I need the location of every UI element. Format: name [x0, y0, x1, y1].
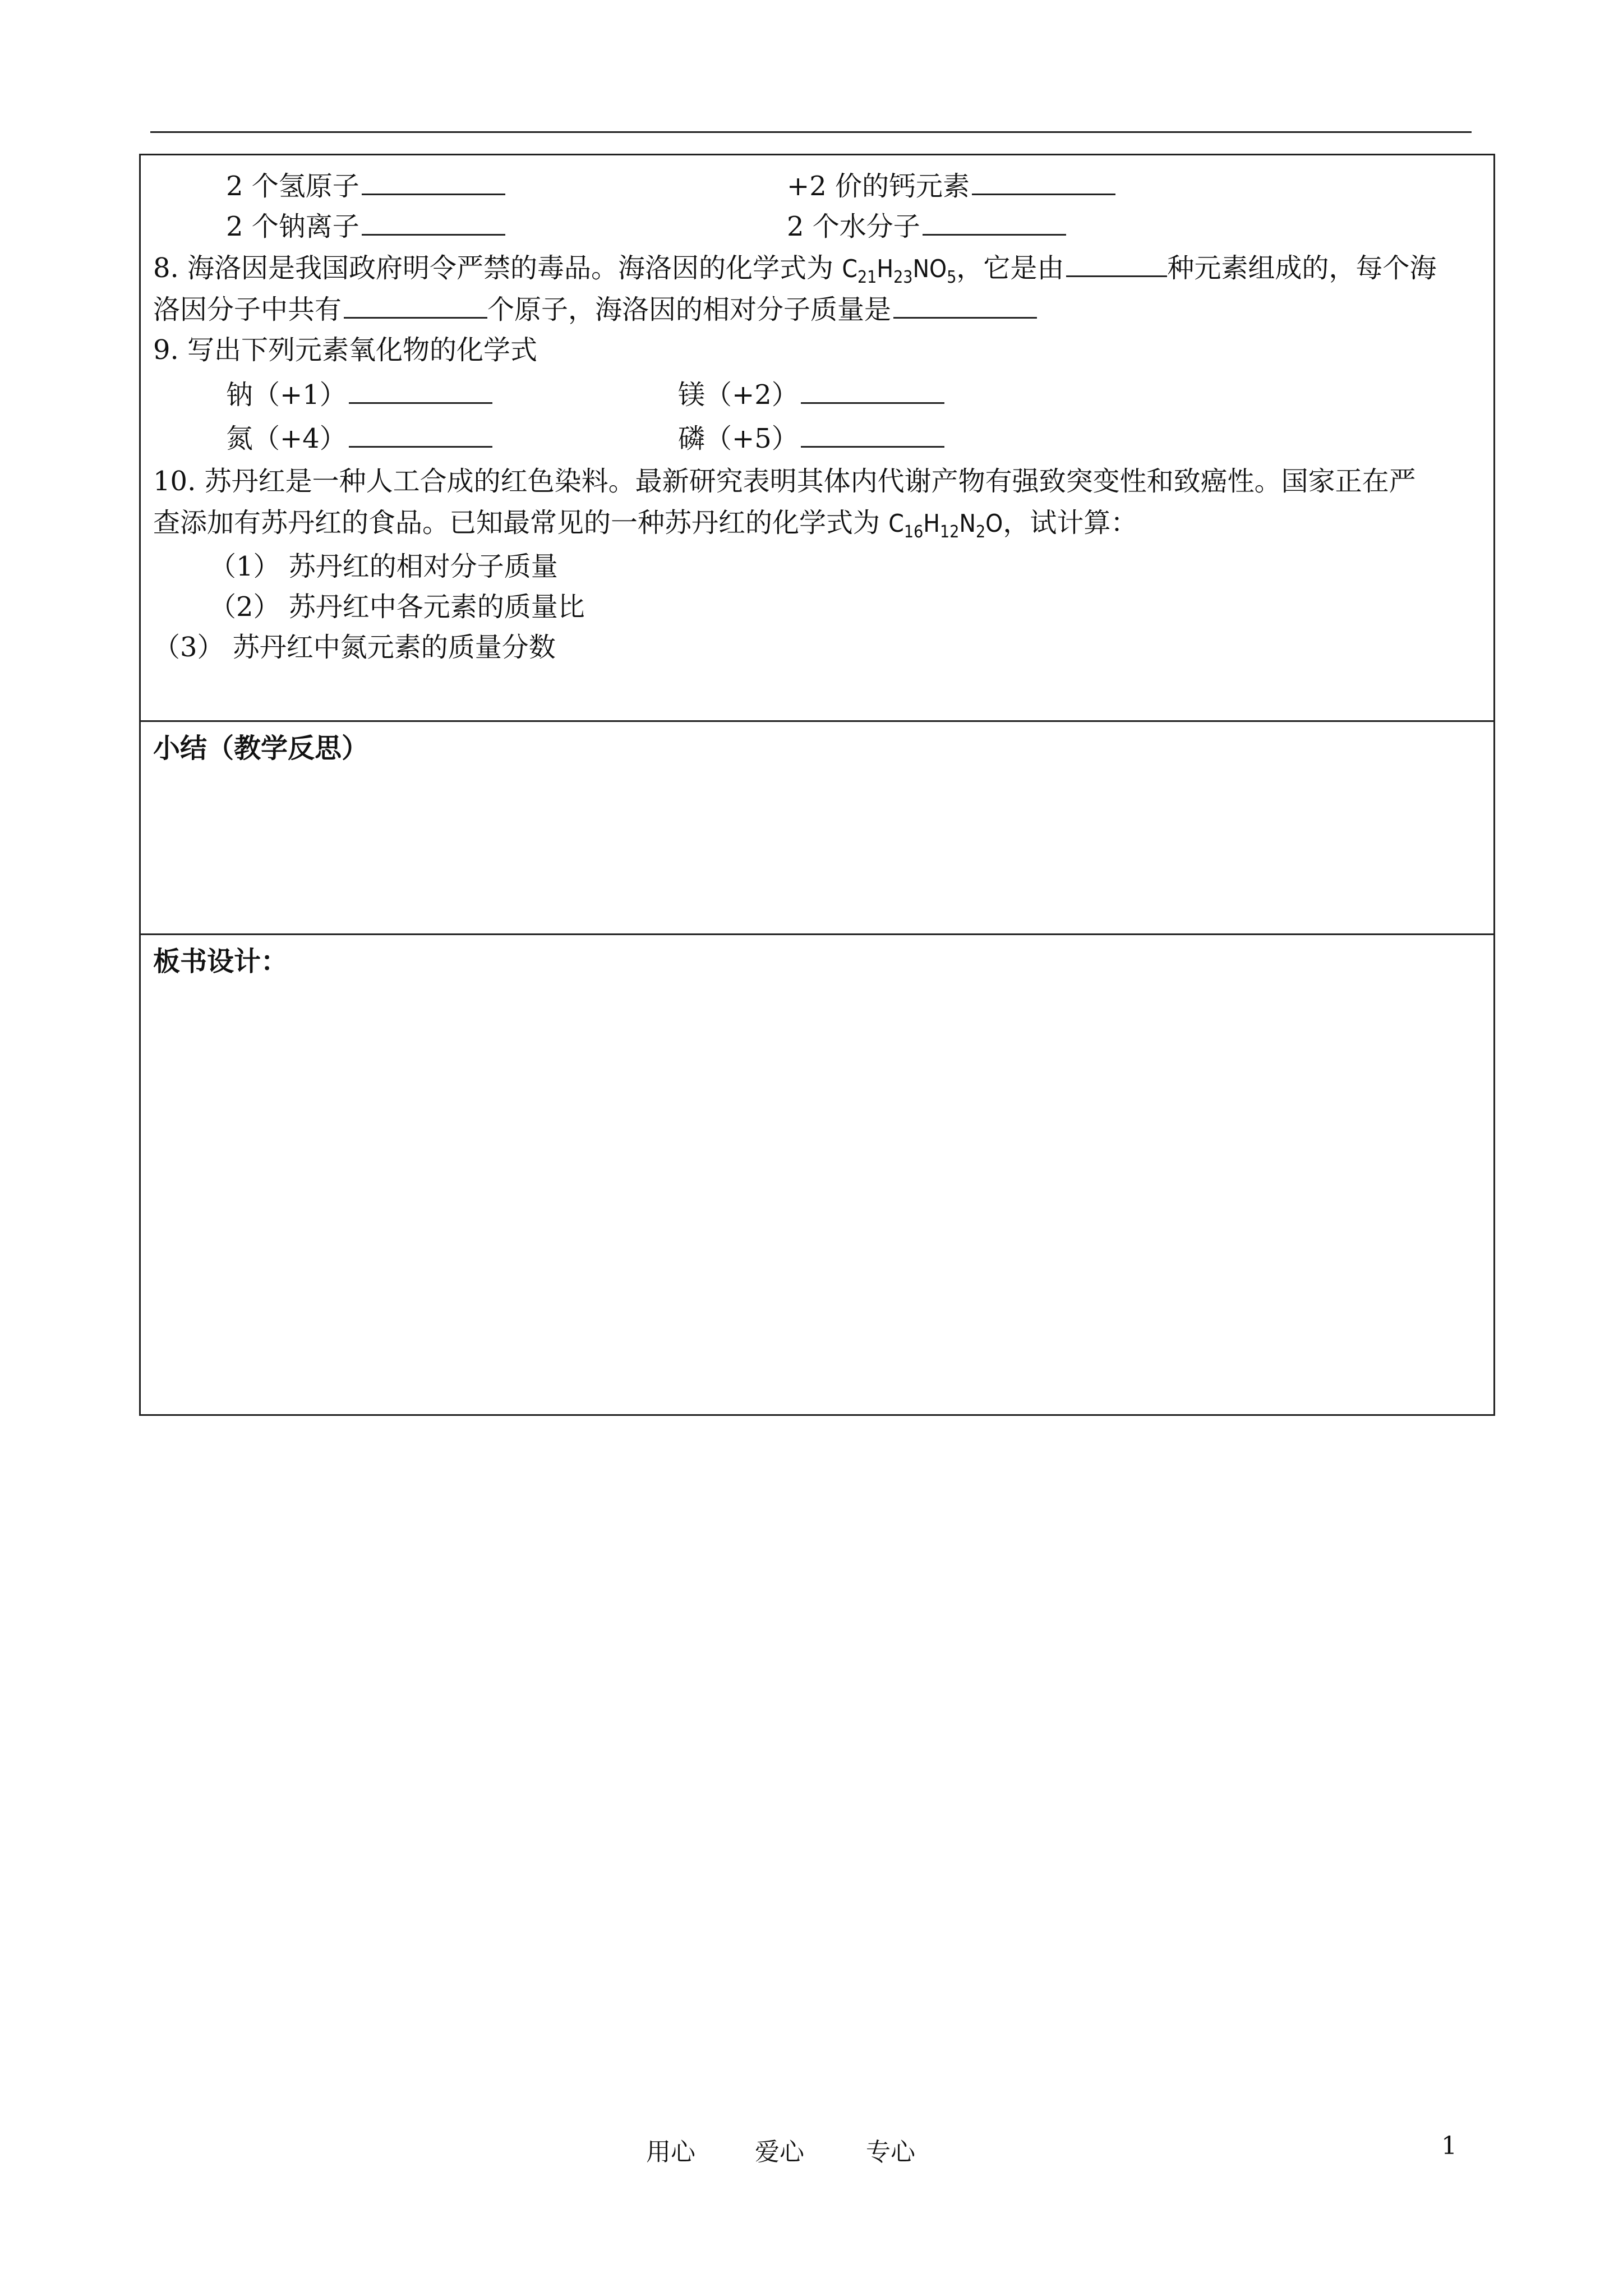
answer-blank[interactable] — [972, 167, 1115, 195]
q10-line1: 10. 苏丹红是一种人工合成的红色染料。最新研究表明其体内代谢产物有强致突变性和致癌性。国家正在严 — [153, 466, 1416, 497]
q9-row2 — [226, 419, 799, 457]
answer-blank[interactable] — [893, 290, 1037, 319]
answer-blank[interactable] — [349, 419, 492, 448]
q9-item-nitrogen: 氮（+4） — [226, 423, 347, 454]
q8-text: 洛因分子中共有 — [153, 294, 342, 325]
q9-item-sodium: 钠（+1） — [226, 379, 347, 411]
q8-text: 种元素组成的，每个海 — [1167, 252, 1437, 284]
q7-item-water: 2 个水分子 — [787, 211, 920, 242]
q10-sub1: （1） 苏丹红的相对分子质量 — [209, 551, 558, 582]
header-rule — [150, 131, 1472, 133]
sudan-red-formula: $C_{16}H_{12}N_2O$ — [888, 509, 1003, 542]
answer-blank[interactable] — [362, 167, 505, 195]
q7-item-calcium: +2 价的钙元素 — [787, 171, 970, 202]
lesson-table — [139, 154, 1495, 1416]
answer-blank[interactable] — [344, 290, 487, 319]
answer-blank[interactable] — [349, 375, 492, 404]
q7-item-na-ions: 2 个钠离子 — [226, 211, 359, 242]
q9-row1 — [226, 375, 799, 413]
q7-row2 — [226, 207, 920, 245]
board-design-section — [141, 935, 1493, 1414]
answer-blank[interactable] — [801, 419, 944, 448]
exercise-section — [141, 155, 1493, 722]
answer-blank[interactable] — [801, 375, 944, 404]
board-design-title: 板书设计： — [153, 946, 288, 977]
q8-text: 8. 海洛因是我国政府明令严禁的毒品。海洛因的化学式为 — [153, 252, 842, 284]
q8-line1 — [153, 249, 1436, 288]
q7-row1 — [226, 167, 970, 205]
q10-sub3: （3） 苏丹红中氮元素的质量分数 — [153, 632, 556, 663]
footer-word-3: 专心 — [866, 2138, 915, 2166]
q10-line2 — [153, 504, 1137, 542]
q7-item-h-atoms: 2 个氢原子 — [226, 171, 359, 202]
q10-text: ，试计算： — [1003, 507, 1138, 539]
page-number: 1 — [1441, 2132, 1457, 2160]
answer-blank[interactable] — [362, 207, 505, 236]
footer-word-2: 爱心 — [755, 2138, 804, 2166]
summary-section — [141, 722, 1493, 935]
q10-text: 查添加有苏丹红的食品。已知最常见的一种苏丹红的化学式为 — [153, 507, 889, 539]
q8-text: 个原子，海洛因的相对分子质量是 — [487, 294, 892, 325]
summary-title: 小结（教学反思） — [153, 733, 369, 764]
q10-sub2: （2） 苏丹红中各元素的质量比 — [209, 591, 585, 623]
footer-word-1: 用心 — [646, 2138, 695, 2166]
q8-line2 — [153, 290, 1037, 328]
heroin-formula: $C_{21}H_{23}NO_5$ — [842, 255, 957, 287]
q9-item-magnesium: 镁（+2） — [678, 379, 799, 411]
q9-title: 9. 写出下列元素氧化物的化学式 — [153, 334, 538, 366]
q9-item-phosphorus: 磷（+5） — [678, 423, 799, 454]
q8-text: ，它是由 — [956, 252, 1064, 284]
answer-blank[interactable] — [1066, 249, 1167, 277]
answer-blank[interactable] — [923, 207, 1066, 236]
